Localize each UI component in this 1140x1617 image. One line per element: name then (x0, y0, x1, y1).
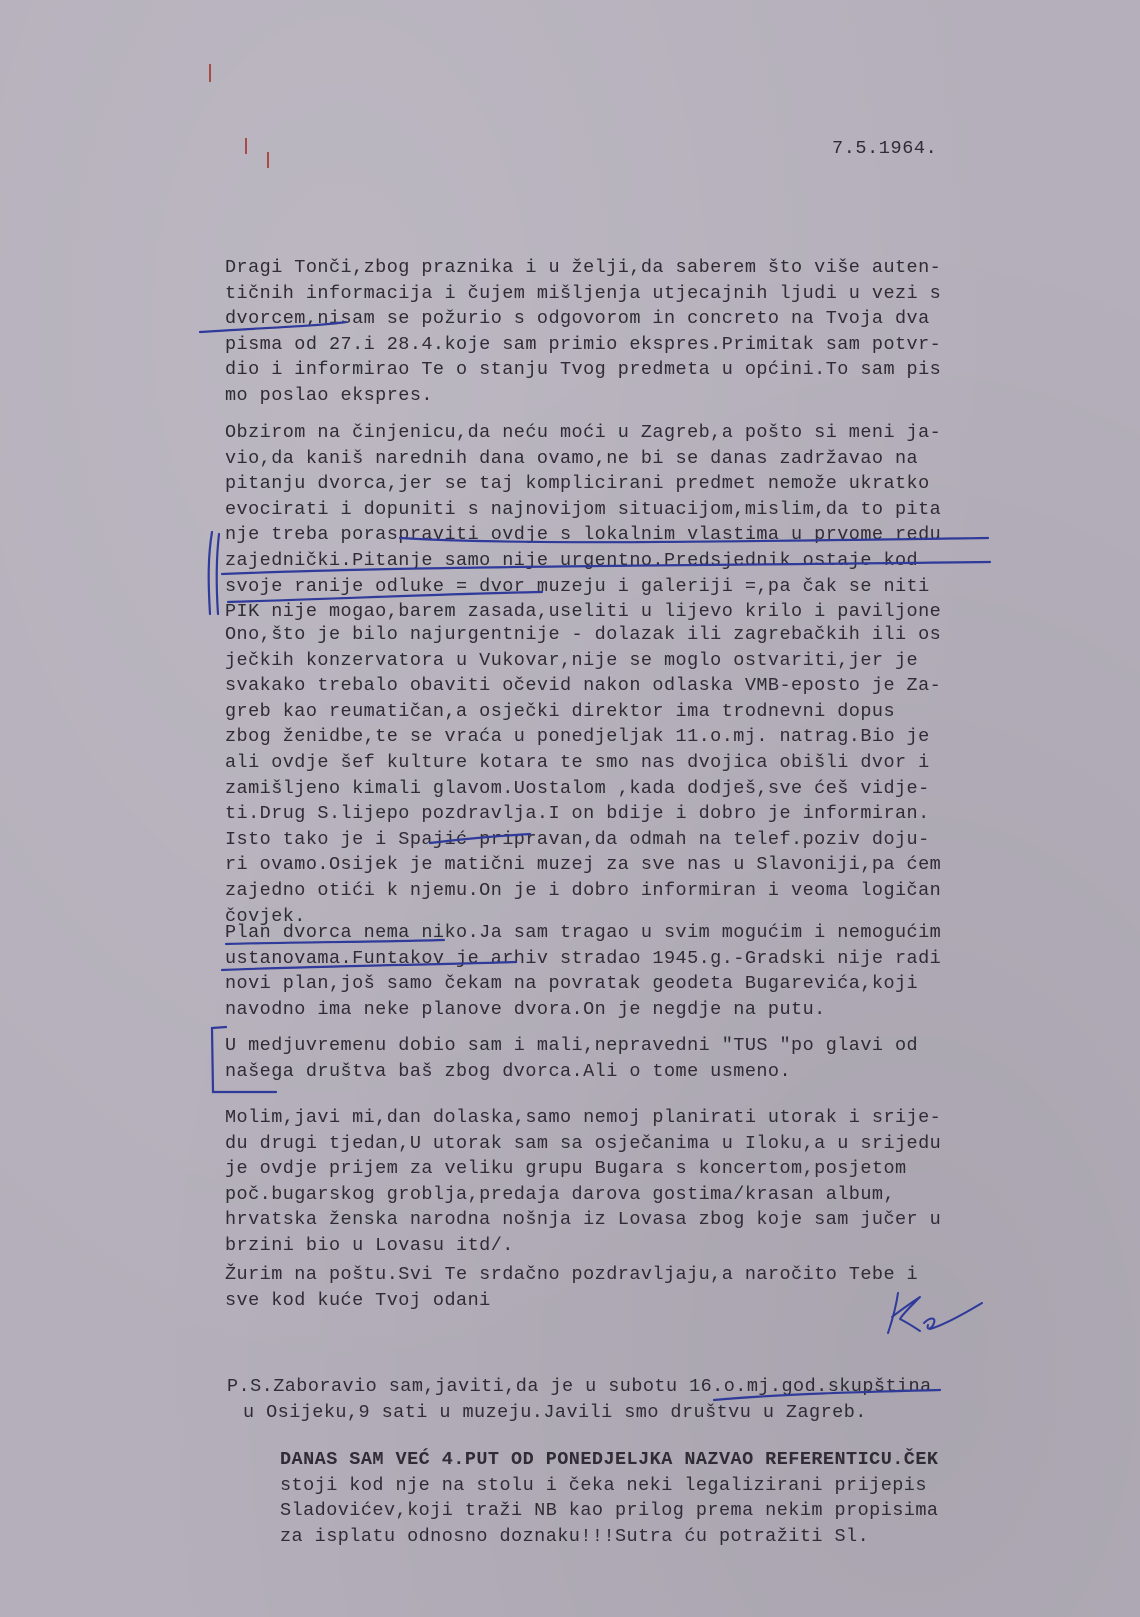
text-line: našega društva baš zbog dvorca.Ali o tome usmeno. (225, 1060, 792, 1082)
red-margin-mark (267, 152, 269, 168)
text-line: Plan dvorca nema niko.Ja sam tragao u svim mogućim i nemogućim (225, 922, 942, 943)
postscript-note (280, 1447, 1140, 1549)
paragraph-6 (225, 1105, 1125, 1259)
text-line: Ono,što je bilo najurgentnije - dolazak ili zagrebačkih ili os (225, 624, 942, 645)
text-line: ali ovdje šef kulture kotara te smo nas dvojica obišli dvor i (225, 751, 930, 773)
text-line: sve kod kuće Tvoj odani (225, 1289, 491, 1311)
text-line: je ovdje prijem za veliku grupu Bugara s koncertom,posjetom (225, 1158, 907, 1180)
text-line: Obzirom na činjenicu,da neću moći u Zagreb,a pošto si meni ja- (225, 422, 942, 443)
signature (880, 1285, 1000, 1345)
text-line: navodno ima neke planove dvora.On je negdje na putu. (225, 998, 826, 1020)
text-line: nje treba poraspraviti ovdje s lokalnim vlastima u prvome redu (225, 524, 942, 546)
paragraph-2 (225, 420, 1125, 625)
text-line: P.S.Zaboravio sam,javiti,da je u subotu 16.o.mj.god.skupština (227, 1376, 932, 1397)
text-line: poč.bugarskog groblja,predaja darova gostima/krasan album, (225, 1183, 896, 1205)
letter-date: 7.5.1964. (832, 138, 938, 159)
text-line: zbog ženidbe,te se vraća u ponedjeljak 11.o.mj. natrag.Bio je (225, 726, 930, 748)
red-margin-mark (209, 64, 211, 82)
bracket-mark (209, 532, 212, 614)
text-line: U medjuvremenu dobio sam i mali,nepravedni "TUS "po glavi od (225, 1035, 919, 1056)
text-line: ječkih konzervatora u Vukovar,nije se moglo ostvariti,jer je (225, 649, 919, 671)
text-line: ustanovama.Funtakov je arhiv stradao 1945.g.-Gradski nije radi (225, 947, 942, 969)
text-line: čovjek. (225, 905, 306, 927)
text-line: zamišljeno kimali glavom.Uostalom ,kada dodješ,sve ćeš vidje- (225, 777, 930, 799)
text-line: Sladovićev,koji traži NB kao prilog prema nekim propisima (280, 1500, 939, 1522)
bracket-mark (217, 534, 219, 614)
text-line: u Osijeku,9 sati u muzeju.Javili smo društvu u Zagreb. (243, 1401, 867, 1423)
text-line: ti.Drug S.lijepo pozdravlja.I on bdije i dobro je informiran. (225, 803, 930, 825)
paragraph-1 (225, 255, 1125, 409)
text-line: dvorcem,nisam se požurio s odgovorom in concreto na Tvoja dva (225, 308, 930, 330)
text-line: Žurim na poštu.Svi Te srdačno pozdravljaju,a naročito Tebe i (225, 1264, 919, 1285)
text-line: Molim,javi mi,dan dolaska,samo nemoj planirati utorak i srije- (225, 1107, 942, 1128)
text-line: svoje ranije odluke = dvor muzeju i galeriji =,pa čak se niti (225, 575, 930, 597)
text-line: pisma od 27.i 28.4.koje sam primio ekspres.Primitak sam potvr- (225, 333, 942, 355)
text-line: zajedno otići k njemu.On je i dobro informiran i veoma logičan (225, 879, 942, 901)
paragraph-5 (225, 1033, 1125, 1084)
text-line: svakako trebalo obaviti očevid nakon odlaska VMB-eposto je Za- (225, 675, 942, 697)
text-line: Dragi Tonči,zbog praznika i u želji,da saberem što više auten- (225, 257, 942, 278)
text-line: PIK nije mogao,barem zasada,useliti u lijevo krilo i paviljone (225, 601, 942, 623)
text-line: pitanju dvorca,jer se taj komplicirani predmet nemože ukratko (225, 473, 930, 495)
text-line: greb kao reumatičan,a osječki direktor ima trodnevni dopus (225, 700, 896, 722)
text-line: Isto tako je i Spajić pripravan,da odmah na telef.poziv doju- (225, 828, 930, 850)
text-line: evocirati i dopuniti s najnovijom situacijom,mislim,da to pita (225, 498, 942, 520)
paragraph-4 (225, 920, 1125, 1022)
text-line: ri ovamo.Osijek je matični muzej za sve nas u Slavoniji,pa ćem (225, 854, 942, 876)
text-line: mo poslao ekspres. (225, 384, 433, 406)
text-line: DANAS SAM VEĆ 4.PUT OD PONEDJELJKA NAZVAO REFERENTICU.ČEK (280, 1449, 939, 1470)
text-line: brzini bio u Lovasu itd/. (225, 1234, 514, 1256)
text-line: vio,da kaniš narednih dana ovamo,ne bi se danas zadržavao na (225, 447, 919, 469)
red-margin-mark (245, 138, 247, 154)
text-line: hrvatska ženska narodna nošnja iz Lovasa zbog koje sam jučer u (225, 1209, 942, 1231)
text-line: du drugi tjedan,U utorak sam sa osječanima u Iloku,a u srijedu (225, 1132, 942, 1154)
text-line: za isplatu odnosno doznaku!!!Sutra ću potražiti Sl. (280, 1525, 870, 1547)
text-line: stoji kod nje na stolu i čeka neki legalizirani prijepis (280, 1474, 927, 1496)
text-line: dio i informirao Te o stanju Tvog predmeta u općini.To sam pis (225, 359, 942, 381)
postscript (227, 1374, 1127, 1425)
text-line: tičnih informacija i čujem mišljenja utjecajnih ljudi u vezi s (225, 282, 942, 304)
text-line: novi plan,još samo čekam na povratak geodeta Bugarevića,koji (225, 973, 919, 995)
text-line: zajednički.Pitanje samo nije urgentno.Predsjednik ostaje kod (225, 549, 919, 571)
paragraph-3 (225, 622, 1125, 929)
